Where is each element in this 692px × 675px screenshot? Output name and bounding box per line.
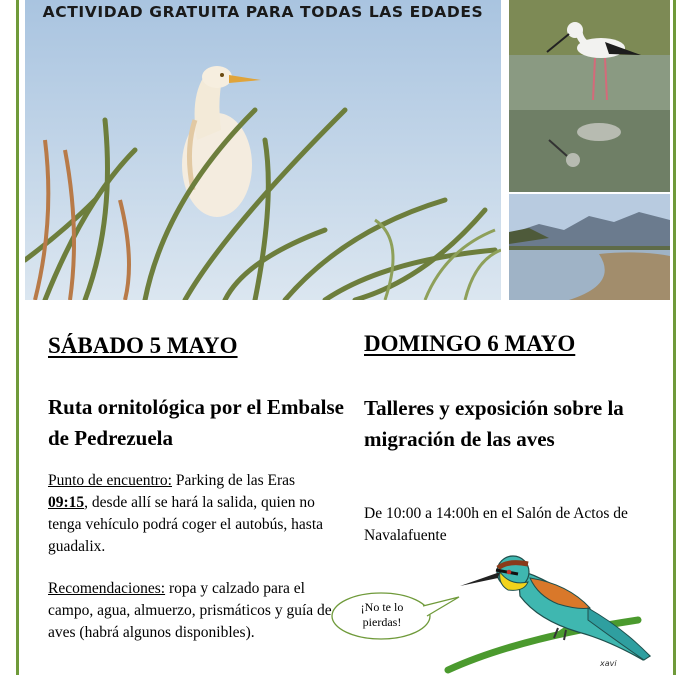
speech-bubble xyxy=(331,592,431,640)
frame-border-left xyxy=(16,0,19,675)
saturday-event-title: Ruta ornitológica por el Embalse de Pedrezuela xyxy=(48,395,344,450)
meeting-point-details: , desde allí se hará la salida, quien no tenga vehículo podrá coger el autobús, hasta guadalix. xyxy=(48,494,324,555)
sunday-heading: DOMINGO 6 MAYO xyxy=(364,331,576,356)
saturday-heading: SÁBADO 5 MAYO xyxy=(48,333,238,358)
recommendations-text: ropa y calzado para el campo, agua, almuerzo, prismáticos y guía de aves (habrá algunos disponibles). xyxy=(48,580,332,641)
meeting-point-label: Punto de encuentro: xyxy=(48,472,172,489)
bubble-line-1: ¡No te lo xyxy=(360,600,404,614)
meeting-time: 09:15 xyxy=(48,494,85,511)
stilt-photo xyxy=(509,0,670,192)
egret-photo xyxy=(25,0,501,300)
recommendations-paragraph xyxy=(48,578,338,644)
meeting-point-paragraph xyxy=(48,470,338,558)
sunday-event-title: Talleres y exposición sobre la migración de las aves xyxy=(364,396,624,451)
frame-border-right xyxy=(673,0,676,675)
recommendations-label: Recomendaciones: xyxy=(48,580,166,597)
meeting-point-text: Parking de las Eras xyxy=(171,472,296,489)
bubble-line-2: pierdas! xyxy=(362,615,402,629)
artist-signature: xavi xyxy=(600,659,617,668)
bee-eater-illustration xyxy=(438,548,660,675)
sunday-schedule: De 10:00 a 14:00h en el Salón de Actos de Navalafuente xyxy=(364,505,628,544)
free-activity-banner: ACTIVIDAD GRATUITA PARA TODAS LAS EDADES xyxy=(42,3,484,21)
reservoir-photo xyxy=(509,194,670,300)
